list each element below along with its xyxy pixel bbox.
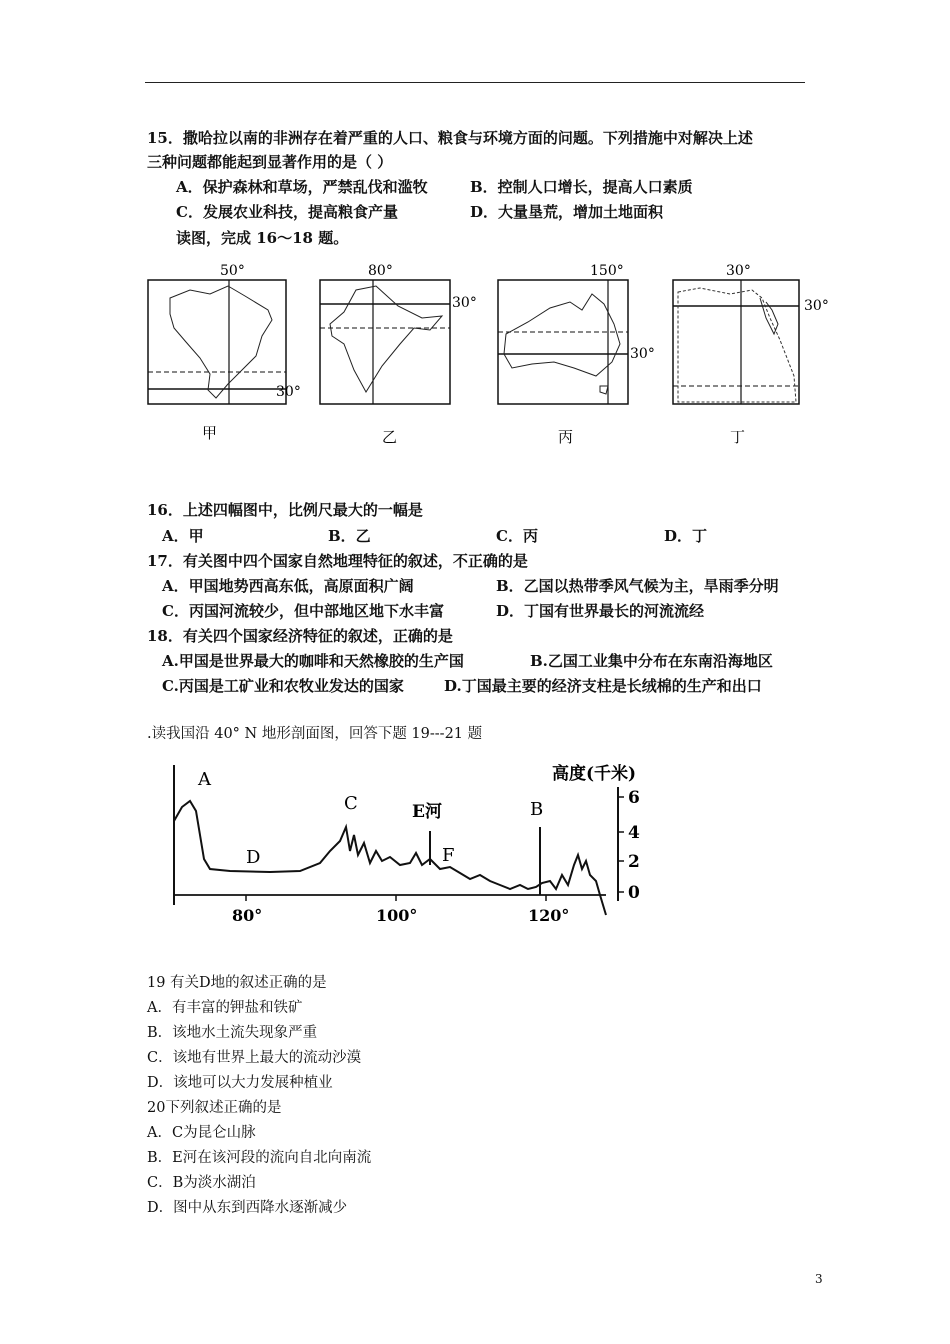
- q20-stem: 20下列叙述正确的是: [147, 1100, 282, 1116]
- map-ding-lat-label: 30°: [804, 298, 829, 314]
- map-bing-lon-label: 150°: [590, 263, 624, 279]
- profile-label-B: B: [530, 799, 544, 820]
- profile-label-A: A: [198, 769, 211, 790]
- q16-option-c: C．丙: [496, 527, 538, 545]
- map-jia: [148, 263, 301, 442]
- q19-option-b: B．该地水土流失现象严重: [147, 1025, 318, 1041]
- map-yi: [320, 263, 477, 446]
- intro-19-21: .读我国沿 40° N 地形剖面图，回答下题 19---21 题: [147, 726, 483, 742]
- profile-xtick-120: 120°: [528, 906, 570, 925]
- q16-stem: 16．上述四幅图中，比例尺最大的一幅是: [147, 501, 423, 519]
- map-bing: [498, 263, 655, 446]
- q19-option-c: C．该地有世界上最大的流动沙漠: [147, 1050, 362, 1066]
- q20-option-d: D．图中从东到西降水逐渐减少: [147, 1200, 348, 1216]
- q17-stem: 17．有关图中四个国家自然地理特征的叙述，不正确的是: [147, 552, 528, 570]
- map-jia-lon-label: 50°: [220, 263, 245, 279]
- intro-16-18: 读图，完成 16～18 题。: [176, 229, 349, 247]
- profile-label-F: F: [442, 845, 455, 866]
- q18-option-a: A.甲国是世界最大的咖啡和天然橡胶的生产国: [162, 652, 464, 670]
- terrain-profile-figure: [160, 755, 690, 930]
- map-jia-caption: 甲: [202, 424, 218, 442]
- map-yi-caption: 乙: [382, 428, 398, 446]
- q16-option-a: A．甲: [162, 527, 204, 545]
- profile-xtick-80: 80°: [232, 906, 263, 925]
- map-ding-lon-label: 30°: [726, 263, 751, 279]
- profile-xtick-100: 100°: [376, 906, 418, 925]
- profile-ytick-0: 0: [628, 883, 640, 903]
- map-bing-lat-label: 30°: [630, 346, 655, 362]
- q17-option-a: A．甲国地势西高东低，高原面积广阔: [162, 577, 414, 595]
- q20-option-b: B．E河在该河段的流向自北向南流: [147, 1150, 372, 1166]
- map-jia-lat-label: 30°: [276, 384, 301, 400]
- q18-option-d: D.丁国最主要的经济支柱是长绒棉的生产和出口: [444, 677, 762, 695]
- q20-option-c: C．B为淡水湖泊: [147, 1175, 256, 1191]
- q15-option-a: A．保护森林和草场，严禁乱伐和滥牧: [176, 178, 428, 196]
- profile-ytick-4: 4: [628, 823, 640, 843]
- q15-option-d: D．大量垦荒，增加土地面积: [470, 203, 664, 221]
- q17-option-c: C．丙国河流较少，但中部地区地下水丰富: [162, 602, 444, 620]
- profile-ylabel: 高度(千米): [552, 764, 637, 784]
- profile-label-C: C: [344, 793, 358, 814]
- q15-stem-line1: 15．撒哈拉以南的非洲存在着严重的人口、粮食与环境方面的问题。下列措施中对解决上述: [147, 129, 753, 147]
- map-ding: [673, 263, 829, 446]
- q18-option-c: C.丙国是工矿业和农牧业发达的国家: [162, 677, 404, 695]
- q20-option-a: A．C为昆仑山脉: [147, 1125, 256, 1141]
- q19-option-d: D．该地可以大力发展种植业: [147, 1075, 333, 1091]
- profile-ytick-6: 6: [628, 788, 640, 808]
- map-ding-caption: 丁: [730, 428, 746, 446]
- profile-label-D: D: [246, 847, 261, 868]
- map-bing-caption: 丙: [558, 428, 574, 446]
- q18-stem: 18．有关四个国家经济特征的叙述，正确的是: [147, 627, 453, 645]
- country-maps-figure: [130, 258, 850, 458]
- map-yi-lat-label: 30°: [452, 295, 477, 311]
- q17-option-d: D．丁国有世界最长的河流流经: [496, 602, 705, 620]
- q15-option-c: C．发展农业科技，提高粮食产量: [176, 203, 398, 221]
- q17-option-b: B．乙国以热带季风气候为主，旱雨季分明: [496, 577, 779, 595]
- q16-option-b: B．乙: [328, 527, 371, 545]
- q16-option-d: D．丁: [664, 527, 708, 545]
- q18-option-b: B.乙国工业集中分布在东南沿海地区: [530, 652, 773, 670]
- page-number: 3: [815, 1272, 823, 1286]
- profile-label-E-river: E河: [412, 802, 442, 822]
- q15-stem-line2: 三种问题都能起到显著作用的是（ ）: [147, 153, 393, 171]
- profile-ytick-2: 2: [628, 852, 640, 872]
- header-rule: [145, 82, 805, 83]
- map-yi-lon-label: 80°: [368, 263, 393, 279]
- q19-stem: 19 有关D地的叙述正确的是: [147, 975, 327, 991]
- q19-option-a: A．有丰富的钾盐和铁矿: [147, 1000, 303, 1016]
- q15-option-b: B．控制人口增长，提高人口素质: [470, 178, 693, 196]
